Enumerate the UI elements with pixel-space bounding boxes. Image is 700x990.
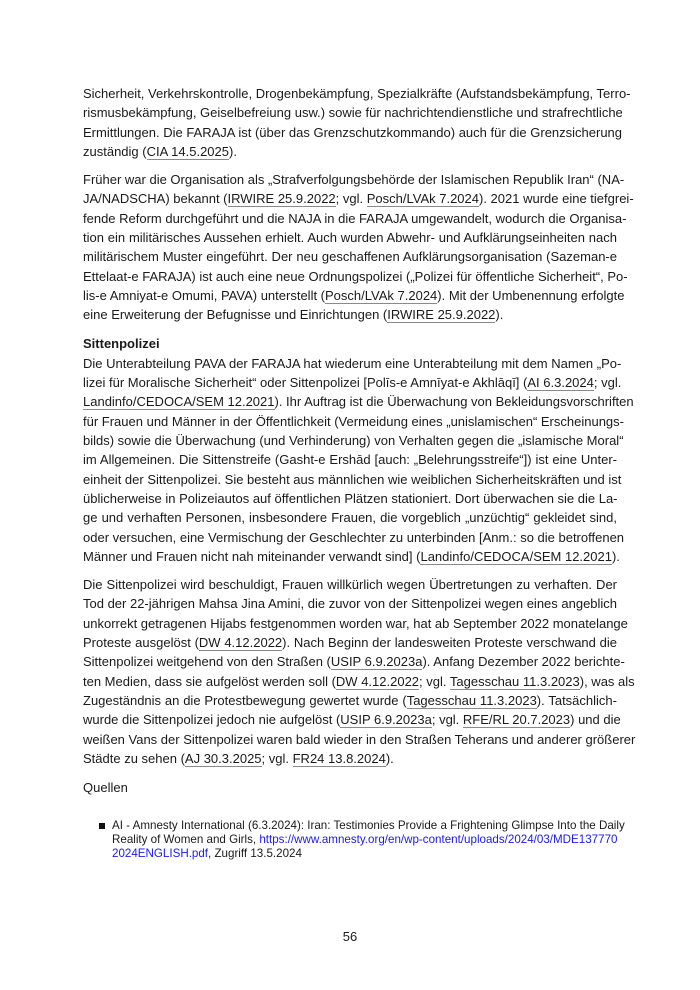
section-heading: Sittenpolizei [83, 335, 160, 351]
text-line [83, 672, 635, 691]
text-segment: ). 2021 wurde eine tiefgrei- [479, 191, 634, 207]
citation-link[interactable]: Tagesschau 11.3.2023 [449, 673, 580, 689]
text-line [83, 508, 617, 527]
text-segment: wurde die Sittenpolizei jedoch nie aufgelöst ( [83, 712, 341, 728]
text-segment: Die Sittenpolizei wird beschuldigt, Frauen willkürlich wegen Übertretungen zu verhaften. Der [83, 577, 617, 593]
text-line [83, 652, 625, 671]
text-line [83, 84, 631, 103]
citation-link[interactable]: AJ 30.3.2025 [184, 750, 262, 766]
text-segment: üblicherweise in Polizeiautos auf öffentlichen Plätzen stationiert. Dort überwachen sie die La- [83, 490, 618, 506]
text-line [83, 489, 617, 508]
source-url-link[interactable]: 2024ENGLISH.pdf [112, 847, 209, 861]
citation-link[interactable]: DW 4.12.2022 [198, 635, 283, 651]
text-segment: einheit der Sittenpolizei. Sie besteht aus männlichen wie weiblichen Sicherheitskräften und ist [83, 471, 622, 487]
text-line [83, 228, 617, 247]
paragraph [83, 84, 631, 161]
paragraph [83, 354, 634, 566]
sources-label: Quellen [83, 780, 128, 796]
text-line [83, 450, 617, 469]
text-segment: Reality of Women and Girls, [112, 833, 260, 847]
text-segment: JA/NADSCHA) bekannt ( [83, 191, 228, 207]
text-segment: Früher war die Organisation als „Strafverfolgungsbehörde der Islamischen Republik Iran“ (NA- [83, 172, 625, 188]
text-line [83, 373, 622, 392]
text-segment: Sicherheit, Verkehrskontrolle, Drogenbekämpfung, Spezialkräfte (Aufstandsbekämpfung, Terro- [83, 86, 631, 101]
text-segment: eine Erweiterung der Befugnisse und Einrichtungen ( [83, 307, 388, 323]
text-segment: weißen Vans der Sittenpolizei waren bald wieder in den Straßen Teherans und anderer größerer [83, 731, 636, 747]
text-segment: ). Nach Beginn der landesweiten Proteste verschwand die [282, 635, 617, 651]
source-line [112, 819, 625, 833]
text-segment: im Allgemeinen. Die Sittenstreife (Gasht-e Ershād [auch: „Belehrungsstreife“]) ist eine Unter- [83, 452, 617, 468]
text-segment: ; vgl. [335, 191, 367, 207]
text-line [83, 431, 624, 450]
text-line [83, 123, 623, 142]
text-segment: ). Tatsächlich- [536, 692, 617, 708]
text-segment: Städte zu sehen ( [83, 750, 185, 766]
citation-link[interactable]: AI 6.3.2024 [527, 375, 594, 391]
text-line [83, 547, 620, 566]
text-segment: Ettelaat-e FARAJA) ist auch eine neue Ordnungspolizei („Polizei für öffentliche Sicherheit“, Po- [83, 268, 628, 284]
citation-link[interactable]: DW 4.12.2022 [335, 673, 420, 689]
citation-link[interactable]: Landinfo/CEDOCA/SEM 12.2021 [420, 548, 612, 564]
text-line [83, 470, 622, 489]
sources-list [83, 819, 625, 861]
text-line [83, 142, 617, 161]
text-segment: ), was als [579, 673, 635, 689]
source-line [112, 847, 617, 861]
text-line [83, 267, 628, 286]
page-number: 56 [342, 929, 358, 944]
text-segment: militärischem Muster eingeführt. Der neu geschaffenen Aufklärungsorganisation (Sazeman-e [83, 249, 617, 265]
text-line [83, 354, 622, 373]
text-segment: ; vgl. [593, 375, 622, 391]
citation-link[interactable]: IRWIRE 25.9.2022 [227, 191, 336, 207]
text-line [83, 392, 634, 411]
text-line [83, 412, 624, 431]
text-line [83, 103, 623, 122]
text-segment: ). [611, 548, 620, 564]
citation-link[interactable]: RFE/RL 20.7.2023 [462, 712, 571, 728]
text-segment: ). [385, 750, 394, 766]
text-line [83, 749, 617, 768]
text-line [83, 305, 617, 324]
citation-link[interactable]: Tagesschau 11.3.2023 [406, 692, 537, 708]
source-item [99, 819, 625, 861]
text-segment: unkorrekt getragenen Hijabs festgenommen worden war, hat ab September 2022 monatelange [83, 615, 628, 631]
section-sittenpolizei [83, 354, 636, 768]
text-segment: Zugeständnis an die Protestbewegung gewertet wurde ( [83, 692, 407, 708]
bullet-icon [99, 823, 105, 829]
citation-link[interactable]: CIA 14.5.2025 [146, 143, 229, 159]
text-line [83, 730, 636, 749]
paragraph [83, 170, 634, 324]
text-segment: rismusbekämpfung, Geiselbefreiung usw.) sowie für nachrichtendienstliche und strafrechtliche [83, 105, 623, 121]
text-line [83, 170, 625, 189]
source-url-link[interactable]: https://www.amnesty.org/en/wp-content/uploads/2024/03/MDE137770 [259, 833, 618, 847]
text-segment: ). [495, 307, 504, 323]
text-line [83, 594, 617, 613]
text-segment: Tod der 22-jährigen Mahsa Jina Amini, die zuvor von der Sittenpolizei wegen eines angeblich [83, 596, 618, 612]
citation-link[interactable]: Landinfo/CEDOCA/SEM 12.2021 [83, 394, 275, 410]
text-segment: fende Reform durchgeführt und die NAJA in die FARAJA umgewandelt, wodurch die Organisa- [83, 210, 627, 226]
text-segment: ten Medien, dass sie aufgelöst werden soll ( [83, 673, 336, 689]
text-segment: ; vgl. [261, 750, 293, 766]
text-segment: tion ein militärisches Aussehen erhielt. Auch wurden Abwehr- und Aufklärungseinheiten nach [83, 230, 617, 246]
text-line [83, 710, 621, 729]
text-line [83, 247, 617, 266]
text-segment: AI - Amnesty International (6.3.2024): Iran: Testimonies Provide a Frightening Glimpse Into the Daily [112, 819, 625, 833]
text-line [83, 614, 628, 633]
paragraph [83, 575, 636, 768]
citation-link[interactable]: Posch/LVAk 7.2024 [366, 191, 479, 207]
text-line [83, 575, 617, 594]
text-segment: lis-e Amniyat-e Omumi, PAVA) unterstellt ( [83, 287, 326, 303]
text-segment: , Zugriff 13.5.2024 [208, 847, 302, 861]
text-line [83, 691, 617, 710]
text-segment: bilds) sowie die Überwachung (und Verhinderung) von Verhalten gegen die „islamische Moral“ [83, 433, 624, 449]
text-line [83, 633, 617, 652]
text-segment: Männer und Frauen nicht nah miteinander verwandt sind] ( [83, 548, 421, 564]
text-segment: ). Ihr Auftrag ist die Überwachung von Bekleidungsvorschriften [274, 394, 634, 410]
document-body [83, 84, 636, 861]
text-segment: zuständig ( [83, 143, 147, 159]
text-segment: oder versuchen, eine Vermischung der Geschlechter zu unterbinden [Anm.: so die betroffenen [83, 529, 625, 545]
text-segment: für Frauen und Männer in der Öffentlichkeit (Vermeidung eines „unislamischen“ Erscheinungs- [83, 413, 624, 429]
section-intro [83, 84, 634, 325]
source-line [112, 833, 617, 847]
text-segment: Die Unterabteilung PAVA der FARAJA hat wiederum eine Unterabteilung mit dem Namen „Po- [83, 355, 622, 371]
text-segment: ). Anfang Dezember 2022 berichte- [422, 654, 625, 670]
text-segment: Ermittlungen. Die FARAJA ist (über das Grenzschutzkommando) auch für die Grenzsicherung [83, 124, 623, 140]
text-segment: ). [229, 143, 237, 159]
text-line [83, 209, 627, 228]
citation-link[interactable]: IRWIRE 25.9.2022 [387, 307, 496, 323]
citation-link[interactable]: USIP 6.9.2023a [340, 712, 432, 728]
text-line [83, 189, 634, 208]
text-segment: ). Mit der Umbenennung erfolgte [437, 287, 625, 303]
text-line [83, 528, 625, 547]
text-segment: ge und verhaften Personen, insbesondere Frauen, die vorgeblich „unzüchtig“ gekleidet sind, [83, 510, 617, 526]
text-segment: ) und die [570, 712, 621, 728]
citation-link[interactable]: USIP 6.9.2023a [330, 654, 423, 670]
text-line [83, 286, 625, 305]
citation-link[interactable]: FR24 13.8.2024 [292, 750, 386, 766]
text-segment: lizei für Moralische Sicherheit“ oder Sittenpolizei [Polīs-e Amnīyat-e Akhlāqī] ( [83, 375, 528, 391]
text-segment: ; vgl. [431, 712, 463, 728]
text-segment: ; vgl. [419, 673, 450, 689]
citation-link[interactable]: Posch/LVAk 7.2024 [325, 287, 438, 303]
text-segment: Sittenpolizei weitgehend von den Straßen ( [83, 654, 331, 670]
text-segment: Proteste ausgelöst ( [83, 635, 199, 651]
